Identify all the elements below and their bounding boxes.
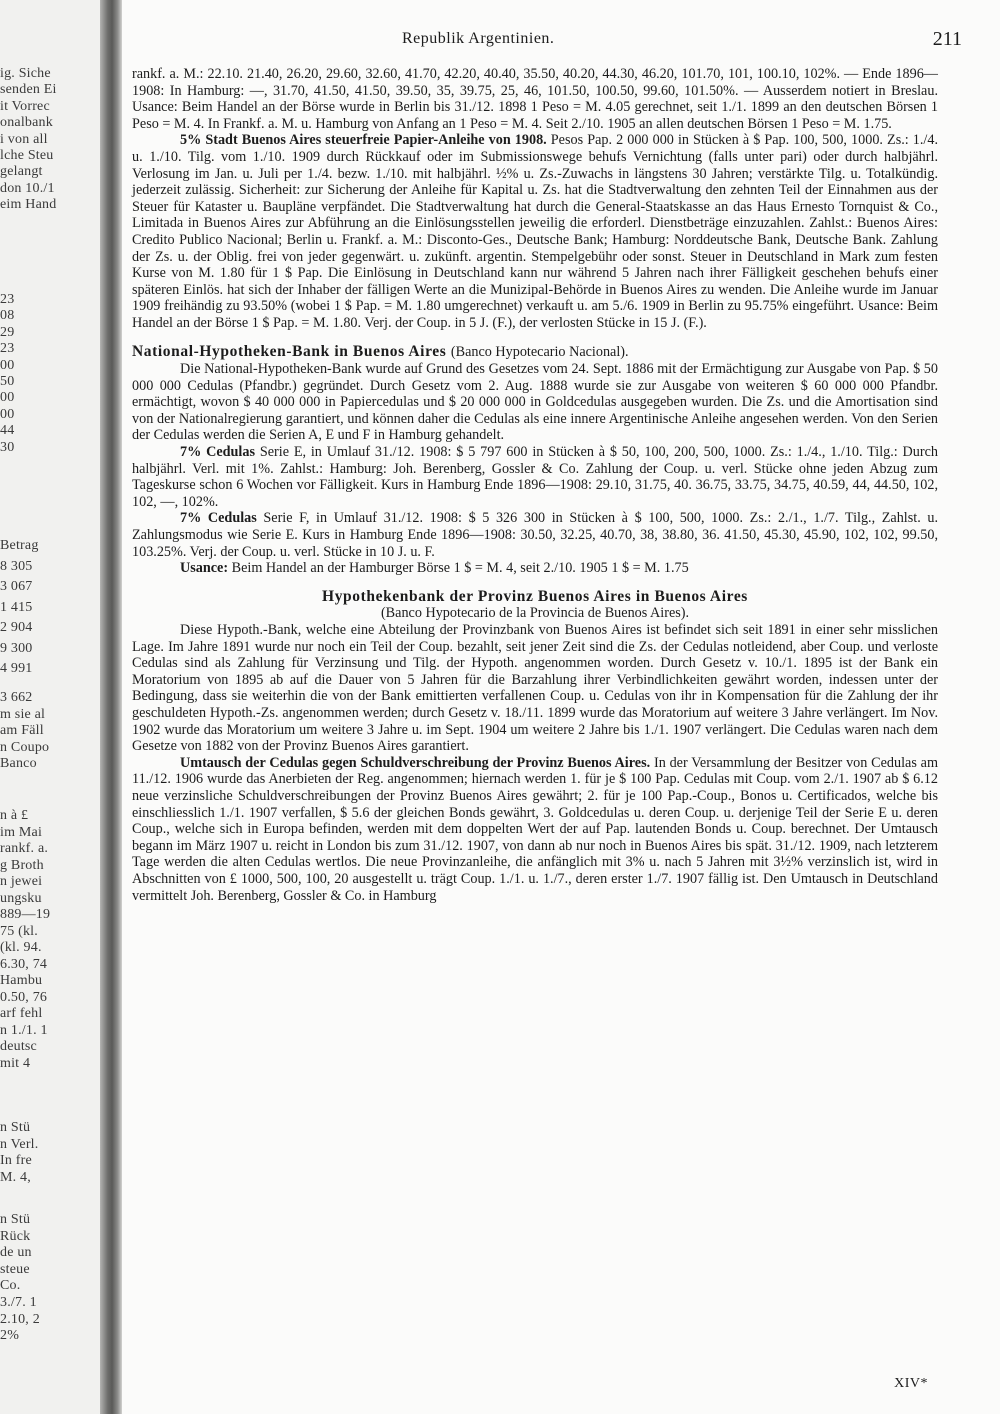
left-page-line: 2% bbox=[0, 1328, 20, 1344]
left-page-line: im Mai bbox=[0, 824, 43, 840]
left-page-line: Betrag bbox=[0, 538, 39, 553]
left-page-line: n Verl. bbox=[0, 1136, 39, 1152]
left-page-line: 00 bbox=[0, 406, 15, 422]
umtausch-text: In der Versammlung der Besitzer von Cedulas am 11./12. 1906 wurde das Anerbieten der Reg. angenommen; hiernach werden 1. für je $ 100 Pap. Cedulas mit Coup. vom 2./1. 1907 ab $ 6.12 neue verzinsliche Schuldverschreibungen der Provinz Buenos Aires gewährt; 2. für je 100 Pap.-Coup., Bonos u. Certificados, welche bis einschliesslich 1./1. 1907 verfallen, $ 5.6 der gleichen Bonds gewährt, 3. Goldcedulas u. deren Coup. u. derjenige Teil der Serie E u. deren Coup., welche sich in Europa befinden, werden mit dem doppelten Wert der auf Pap. lautenden Bonds u. Coup. berechnet. Der Umtausch begann im März 1907 u. reicht in London bis zum 31./12. 1907, von dann ab nur noch in Buenos Aires bis spät. 31./12. 1909, nach letzterem Tage werden die alten Cedulas wertlos. Die neue Provinzanleihe, die anfänglich mit 3% u. nach 5 Jahren mit 3½% verzinslich ist, wird in Abschnitten von £ 1000, 500, 100, 20 ausgestellt u. trägt Coup. 1./1. u. 1./7., deren erster 1./7. 1907 fällig ist. Den Umtausch in Deutschland vermittelt Joh. Berenberg, Gossler & Co. in Hamburg bbox=[132, 754, 938, 904]
umtausch-title: Umtausch der Cedulas gegen Schuldverschreibung der Provinz Buenos Aires. bbox=[180, 754, 651, 771]
national-bank-intro: Die National-Hypotheken-Bank wurde auf Grund des Gesetzes vom 24. Sept. 1886 mit der Ermächtigung zur Ausgabe von Pap. $ 50 000 000 Cedulas (Pfandbr.) gegründet. Durch Gesetz vom 2. Aug. 1888 wurde sie zur Ausgabe von weiteren $ 60 000 000 Pfandbr. ermächtigt, wovon $ 40 000 000 in Papiercedulas und $ 20 000 000 in Goldcedulas ausgegeben wurden. Die Zs. und die Amortisation sind von der Nationalregierung garantiert, und können daher die Cedulas als eine innere Argentinische Anleihe angesehen werden. Von den Serien der Cedulas werden die Serien A, E und F in Hamburg gehandelt. bbox=[132, 361, 938, 444]
left-page-line: steue bbox=[0, 1261, 30, 1277]
running-title: Republik Argentinien. bbox=[402, 30, 555, 47]
left-page-line: 08 bbox=[0, 308, 15, 324]
usance-label: Usance: bbox=[180, 560, 229, 577]
left-page-line: gelangt bbox=[0, 164, 43, 180]
left-page-line: 23 bbox=[0, 292, 15, 307]
left-page-line: 2 904 bbox=[0, 620, 33, 635]
left-page-line: g Broth bbox=[0, 857, 44, 873]
cedulas-e-text: Serie E, in Umlauf 31./12. 1908: $ 5 797 600 in Stücken à $ 50, 100, 200, 500, 1000. Zs.: 1./4., 1./10. Tilg.: Durch halbjährl. Verl. mit 1%. Zahlst.: Hamburg: Joh. Berenberg, Gossler & Co. Zahlung der Coup. u. verl. Stücke ohne jeden Abzug zum Tageskurse schon 6 Wochen vor Fälligkeit. Kurs in Hamburg Ende 1896—1908: 29.10, 31.75, 40. 36.75, 33.75, 34.75, 40.59, 44, 44.50, 102, 102, —, 102%. bbox=[132, 444, 939, 510]
left-page-line: n Coupo bbox=[0, 739, 50, 755]
left-page-line: 3 067 bbox=[0, 579, 33, 594]
usance-line bbox=[132, 560, 938, 577]
left-page-line: Rück bbox=[0, 1228, 31, 1244]
left-page-line: 8 305 bbox=[0, 558, 33, 574]
quote-paragraph: rankf. a. M.: 22.10. 21.40, 26.20, 29.60, 32.60, 41.70, 42.20, 40.40, 35.50, 40.20, 44.30, 46.20, 101.70, 101, 100.10, 102%. — Ende 1896—1908: In Hamburg: —, 31.70, 41.50, 41.50, 39.50, 35, 39.75, 25, 46, 101.50, 100.50, 99.60, 101.50%. — Ausserdem notiert in Breslau. Usance: Beim Handel an der Börse wurde in Berlin bis 31./12. 1898 1 Peso = M. 4.05 gerechnet, seit 1./1. 1899 an den deutschen Börsen 1 Peso = M. 4. In Frankf. a. M. u. Hamburg von Anfang an 1 Peso = M. 4. Seit 2./10. 1905 an allen deutschen Börsen 1 Peso = M. 1.75. bbox=[132, 66, 938, 132]
left-page-line: 3 662 bbox=[0, 690, 33, 705]
left-page-line: (kl. 94. bbox=[0, 940, 42, 955]
left-page-line: 50 bbox=[0, 374, 15, 389]
left-page-line: arf fehl bbox=[0, 1006, 43, 1021]
left-page-line: 00 bbox=[0, 357, 15, 373]
national-bank-title-suffix: (Banco Hypotecario Nacional). bbox=[450, 343, 629, 360]
cedulas-f-text: Serie F, in Umlauf 31./12. 1908: $ 5 326 300 in Stücken à $ 100, 500, 1000. Zs.: 2./1., 1./7. Tilg., Zahlst. u. Zahlungsmodus wie Serie E. Kurs in Hamburg Ende 1896—1908: 30.50, 32.25, 40.70, 38, 38.80, 36. 41.50, 45.30, 45.90, 102, 102, 99.50, 103.25%. Verj. der Coup. u. verl. Stücke in 10 J. u. F. bbox=[132, 510, 938, 560]
left-page-line: n Stü bbox=[0, 1120, 31, 1135]
left-page-line: 29 bbox=[0, 324, 15, 340]
provinz-bank-intro: Diese Hypoth.-Bank, welche eine Abteilung der Provinzbank von Buenos Aires ist befindet sich seit 1891 in einer sehr misslichen Lage. Im Jahre 1891 wurde nur noch ein Teil der Coup. bezahlt, seit jener Zeit sind die Zs. der Cedulas notleidend, aber Coup. und verloste Cedulas sind als Zahlung für Verzinsung und Tilg. der Hypoth. angenommen worden. Durch Gesetz v. 10./1. 1895 ist der Bank ein Moratorium von 1895 ab auf die Dauer von 5 Jahren für die Barzahlung ihrer Verbindlichkeiten gewährt worden, indessen unter der Bedingung, dass sie weiterhin die von der Bank emittierten verfallenen Coup. u. Cedulas von ihr in Kompensation für die Zahlung der ihr geschuldeten Hypoth.-Zs. angenommen werden; durch Gesetz v. 18./11. 1899 wurde das Moratorium auf weitere 3 Jahre verlängert. Im Nov. 1902 wurde das Moratorium um weitere 3 Jahre u. im Sept. 1904 um weitere 2 Jahre bis 1./1. 1907 verlängert. Die Cedulas waren nach dem Gesetze von 1882 von der Provinz Buenos Aires garantiert. bbox=[132, 622, 938, 755]
left-page-line: n Stü bbox=[0, 1212, 31, 1227]
left-page-line: 00 bbox=[0, 390, 15, 406]
left-page-line: 2.10, 2 bbox=[0, 1311, 40, 1327]
cedulas-serie-f bbox=[132, 510, 938, 560]
usance-text: Beim Handel an der Hamburger Börse 1 $ = M. 4, seit 2./10. 1905 1 $ = M. 1.75 bbox=[231, 560, 689, 577]
left-page-line: rankf. a. bbox=[0, 841, 49, 856]
provinz-bank-subtitle: (Banco Hypotecario de la Provincia de Buenos Aires). bbox=[380, 605, 690, 622]
left-page-line: 23 bbox=[0, 341, 15, 357]
provinz-bank-heading: Hypothekenbank der Provinz Buenos Aires in Buenos Aires bbox=[322, 587, 748, 605]
cedulas-serie-e bbox=[132, 444, 938, 510]
left-page-line: 889—19 bbox=[0, 907, 51, 922]
adjacent-page-fragment bbox=[0, 0, 100, 1414]
left-page-line: ungsku bbox=[0, 890, 42, 906]
left-page-line: 30 bbox=[0, 439, 15, 455]
left-page-line: don 10./1 bbox=[0, 180, 55, 196]
stadt-anleihe-title: 5% Stadt Buenos Aires steuerfreie Papier-Anleihe von 1908. bbox=[180, 132, 547, 149]
national-bank-title: National-Hypotheken-Bank in Buenos Aires bbox=[132, 342, 447, 360]
left-page-line: it Vorrec bbox=[0, 98, 50, 114]
left-page-line: Banco bbox=[0, 756, 37, 772]
left-page-line: ig. Siche bbox=[0, 66, 51, 81]
left-page-line: de un bbox=[0, 1245, 32, 1261]
left-page-line: senden Ei bbox=[0, 82, 57, 98]
body-text bbox=[132, 66, 938, 904]
left-page-line: mit 4 bbox=[0, 1055, 31, 1071]
left-page-line: 6.30, 74 bbox=[0, 956, 48, 972]
signature-mark: XIV* bbox=[894, 1376, 928, 1391]
left-page-line: m sie al bbox=[0, 706, 46, 722]
left-page-line: 4 991 bbox=[0, 661, 33, 676]
page-number: 211 bbox=[932, 28, 962, 50]
left-page-line: n 1./1. 1 bbox=[0, 1022, 48, 1038]
national-bank-heading bbox=[132, 344, 938, 361]
left-page-line: i von all bbox=[0, 131, 48, 147]
running-header bbox=[122, 30, 962, 54]
left-page-line: M. 4, bbox=[0, 1169, 31, 1185]
left-page-line: 9 300 bbox=[0, 640, 33, 656]
left-page-line: 75 (kl. bbox=[0, 923, 38, 939]
left-page-line: 3./7. 1 bbox=[0, 1295, 37, 1310]
left-page-line: n à £ bbox=[0, 808, 29, 823]
left-page-line: 1 415 bbox=[0, 599, 33, 615]
left-page-line: deutsc bbox=[0, 1039, 37, 1054]
left-page-line: lche Steu bbox=[0, 148, 54, 163]
left-page-line: n jewei bbox=[0, 874, 43, 889]
book-gutter bbox=[100, 0, 122, 1414]
cedulas-f-title: 7% Cedulas bbox=[180, 510, 257, 527]
left-page-line: Co. bbox=[0, 1278, 21, 1294]
left-page-line: onalbank bbox=[0, 115, 53, 131]
page bbox=[122, 0, 1000, 1414]
stadt-anleihe-text: Pesos Pap. 2 000 000 in Stücken à $ Pap. 100, 500, 1000. Zs.: 1./4. u. 1./10. Tilg. vom 1./10. 1909 durch Rückkauf oder im Submissionswege behufs Vernichtung (falls unter pari) oder durch halbjährl. Verlosung im Jan. u. Juli per 1./4. bezw. 1./10. mit halbjährl. ½% u. Zs.-Zuwachs in längstens 30 Jahren; verstärkte Tilg. u. Totalkündig. jederzeit zulässig. Sicherheit: zur Sicherung der Anleihe für Kapital u. Zs. hat die Stadtverwaltung den zehnten Teil der Einnahmen aus der Steuer für Kataster u. Baupläne verpfändet. Die Stadtverwaltung hat durch die General-Staatskasse an das Haus Ernesto Tornquist & Co., Limitada in Buenos Aires zur Abführung an die Einlösungsstellen jeweilig die erforderl. Dienstbeträge einzuzahlen. Zahlst.: Buenos Aires: Credito Publico Nacional; Berlin u. Frankf. a. M.: Disconto-Ges., Deutsche Bank; Hamburg: Norddeutsche Bank, Deutsche Bank. Zahlung der Zs. u. der Oblig. frei von jeder gegenwärt. u. zukünft. argentin. Stempelgebühr oder sonst. Steuer in Deutschland in Mark zum festen Kurse von M. 1.80 für 1 $ Pap. Die Einlösung in Deutschland kann nur während 5 Jahren nach ihrer Fälligkeit geschehen behufs einer späteren Einlös. hat sich der Inhaber der fälligen Werte an die Munizipal-Behörde in Buenos Aires zu wenden. Die Anleihe wurde im Januar 1909 freihändig zu 93.50% (wobei 1 $ Pap. = M. 1.80 umgerechnet) verkauft u. am 5./6. 1909 in Berlin zu 95.75% eingeführt. Usance: Beim Handel an der Börse 1 $ Pap. = M. 1.80. Verj. der Coup. in 5 J. (F.), der verlosten Stücke in 15 J. (F.). bbox=[132, 132, 938, 331]
left-page-line: 0.50, 76 bbox=[0, 989, 48, 1005]
left-page-line: 44 bbox=[0, 423, 15, 439]
stadt-anleihe-paragraph bbox=[132, 132, 938, 331]
umtausch-paragraph bbox=[132, 755, 938, 904]
left-page-line: In fre bbox=[0, 1153, 32, 1169]
left-page-line: eim Hand bbox=[0, 197, 57, 213]
left-page-line: am Fäll bbox=[0, 723, 44, 739]
cedulas-e-title: 7% Cedulas bbox=[180, 444, 255, 461]
left-page-line: Hambu bbox=[0, 973, 43, 988]
